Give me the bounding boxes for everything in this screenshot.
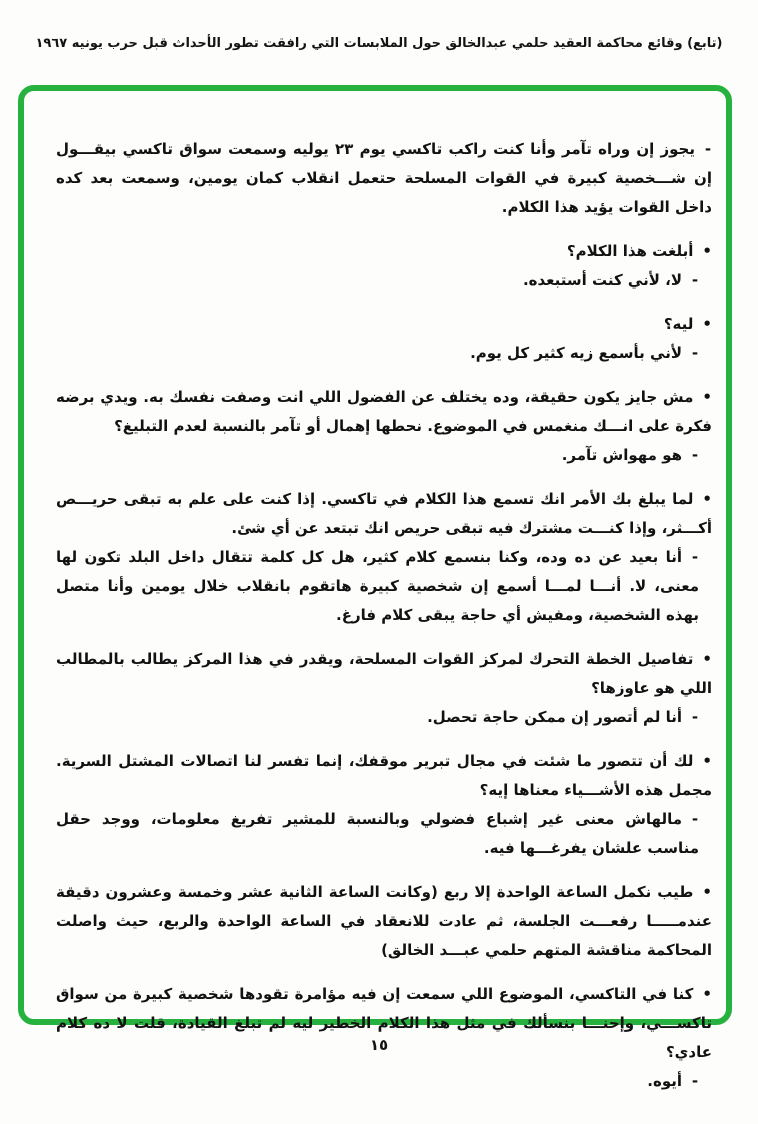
transcript-item [56, 805, 699, 863]
transcript-item-text: لأني بأسمع زيه كثير كل يوم. [470, 344, 682, 362]
transcript-item-text: أنا بعيد عن ده وده، وكنا بنسمع كلام كثير، هل كل كلمة تتقال داخل البلد تكون لها معنى، لا. أنـــا لمـــا أسمع إن شخصية كبيرة هاتقوم بانقلاب خلال يومين وأنا متصل بهذه الشخصية، ومفيش أي حاجة يبقى كلام فارغ. [56, 548, 699, 624]
transcript [24, 91, 726, 1124]
dash-marker: - [691, 708, 699, 726]
transcript-item [56, 543, 699, 630]
dash-marker: - [691, 271, 699, 289]
bullet-marker: • [702, 752, 712, 770]
transcript-item [56, 878, 712, 965]
bullet-marker: • [702, 242, 712, 260]
transcript-item-text: أنا لم أتصور إن ممكن حاجة تحصل. [427, 708, 682, 726]
dash-marker: - [691, 344, 699, 362]
transcript-item-text: لما يبلغ بك الأمر انك تسمع هذا الكلام في تاكسي. إذا كنت على علم به تبقى حريـــص أكـــثر، وإذا كنـــت مشترك فيه تبقى حريص انك تبتعد عن أي شئ. [56, 490, 712, 537]
transcript-item-text: لا، لأني كنت أستبعده. [522, 271, 682, 289]
bullet-marker: • [702, 883, 712, 901]
transcript-item [56, 485, 712, 543]
transcript-item-text: أبلغت هذا الكلام؟ [566, 242, 694, 260]
transcript-item-text: مش جايز يكون حقيقة، وده يختلف عن الفضول اللي انت وصفت نفسك به. ويدي برضه فكرة على انـــك منغمس في الموضوع. نحطها إهمال أو تآمر بالنسبة لعدم التبليغ؟ [56, 388, 712, 435]
bullet-marker: • [702, 490, 712, 508]
transcript-item-text: كنا في التاكسي، الموضوع اللي سمعت إن فيه مؤامرة تقودها شخصية كبيرة من سواق تاكســـي، وإحنـــا بنسألك في مثل هذا الكلام الخطير ليه لم تبلغ القيادة، قلت لا ده كلام عادي؟ [56, 985, 712, 1061]
transcript-item-text: ليه؟ [663, 315, 694, 333]
dash-marker: - [691, 810, 699, 828]
transcript-item [56, 383, 712, 441]
dash-marker: - [691, 446, 699, 464]
bullet-marker: • [702, 650, 712, 668]
transcript-item [56, 1067, 699, 1096]
transcript-item-text: مالهاش معنى غير إشباع فضولي وبالنسبة للمشير تفريغ معلومات، ووجد حقل مناسب علشان يفرغـــها فيه. [56, 810, 699, 857]
transcript-item [56, 310, 712, 339]
transcript-item-text: يجوز إن وراه تآمر وأنا كنت راكب تاكسي يوم ٢٣ يوليه وسمعت سواق تاكسي بيقـــول إن شـــخصية كبيرة في القوات المسلحة حتعمل انقلاب كمان يومين، وسمعت بعد كده داخل القوات يؤيد هذا الكلام. [56, 140, 712, 216]
transcript-item [56, 441, 699, 470]
transcript-item-text: أيوه. [647, 1072, 682, 1090]
dash-marker: - [704, 140, 712, 158]
transcript-item-text: هو مهواش تآمر. [561, 446, 682, 464]
transcript-item [56, 237, 712, 266]
transcript-item [56, 266, 699, 295]
transcript-item [56, 135, 712, 222]
transcript-item-text: تفاصيل الخطة التحرك لمركز القوات المسلحة، ويقدر في هذا المركز يطالب بالمطالب اللي هو عاوزها؟ [56, 650, 712, 697]
dash-marker: - [691, 1072, 699, 1090]
transcript-item [56, 645, 712, 703]
transcript-item-text: طيب نكمل الساعة الواحدة إلا ربع (وكانت الساعة الثانية عشر وخمسة وعشرون دقيقة عندمـــــا رفعـــت الجلسة، ثم عادت للانعقاد في الساعة الواحدة والربع، حيث واصلت المحاكمة مناقشة المتهم حلمي عبـــد الخالق) [56, 883, 712, 959]
transcript-item-text: لك أن تتصور ما شئت في مجال تبرير موقفك، إنما تفسر لنا اتصالات المشتل السرية. مجمل هذه الأشـــياء معناها إيه؟ [56, 752, 712, 799]
page-header-title: (تابع) وقائع محاكمة العقيد حلمي عبدالخالق حول الملابسات التي رافقت تطور الأحداث قبل حرب يونيه ١٩٦٧ [35, 36, 723, 51]
page-number: ١٥ [369, 1036, 389, 1054]
transcript-item [56, 703, 699, 732]
bullet-marker: • [702, 388, 712, 406]
dash-marker: - [691, 548, 699, 566]
bullet-marker: • [702, 985, 712, 1003]
transcript-item [56, 339, 699, 368]
bullet-marker: • [702, 315, 712, 333]
transcript-item [56, 747, 712, 805]
